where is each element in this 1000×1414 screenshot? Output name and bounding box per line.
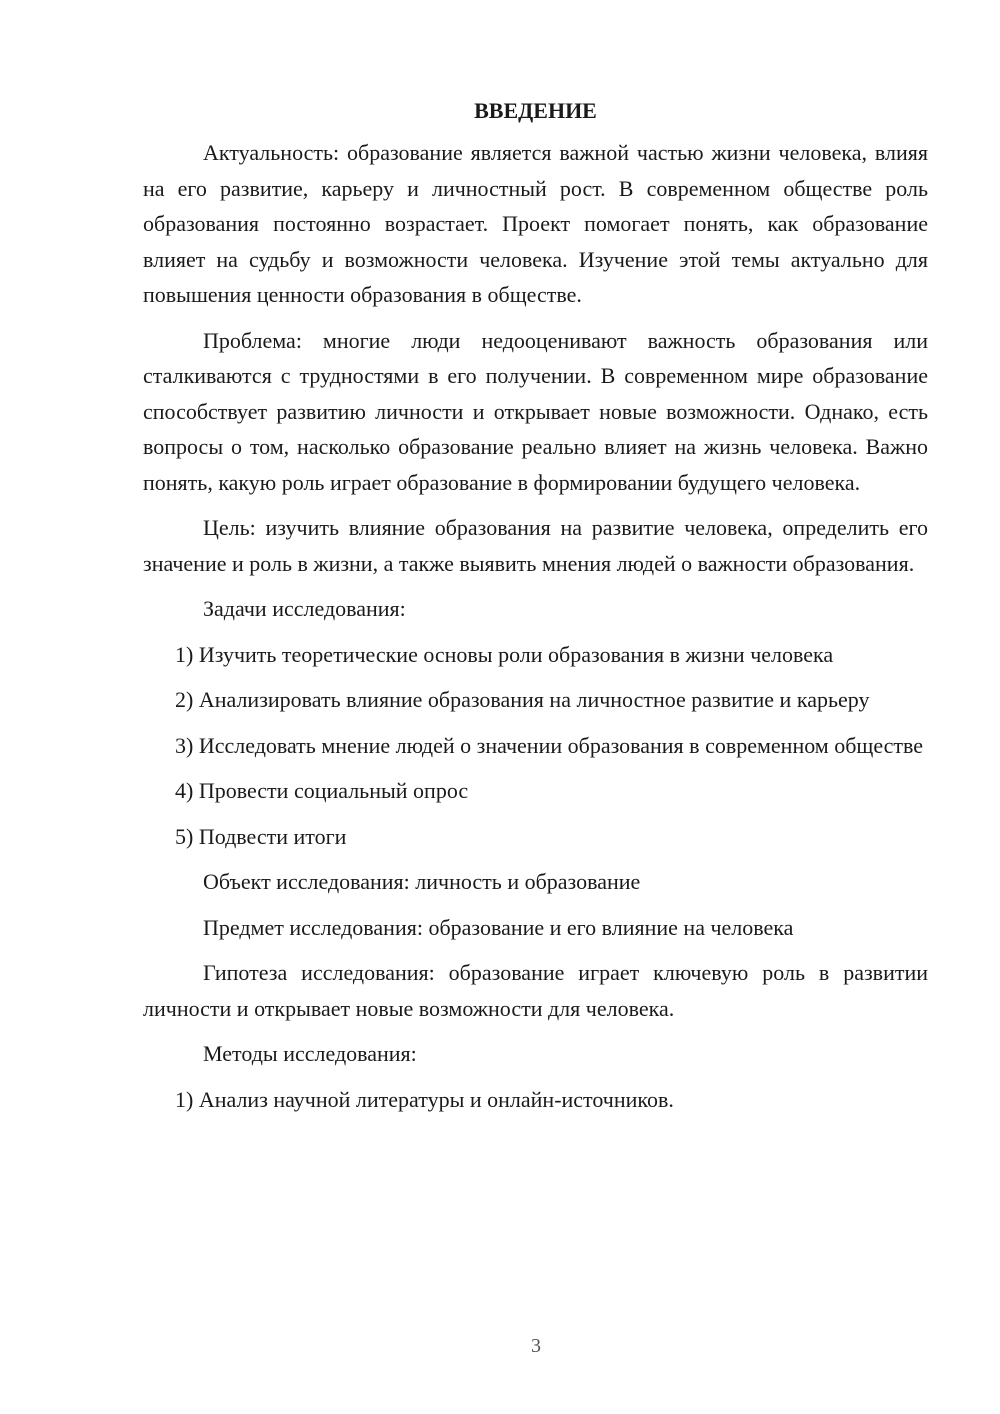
research-subject: Предмет исследования: образование и его влияние на человека [203,914,794,940]
tasks-heading: Задачи исследования: [203,596,406,621]
task-item-2: 2) Анализировать влияние образования на личностное развитие и карьеру [175,687,870,712]
research-object: Объект исследования: личность и образование [203,869,641,894]
relevance-paragraph: Актуальность: образование является важной частью жизни человека, влияя на его развитие, карьеру и личностный рост. В современном обществе роль образования постоянно возрастает. Проект помогает понять, как образование влияет на судьбу и возможности человека. Изучение этой темы актуально для повышения ценности образования в обществе. [143,140,928,307]
section-title: ВВЕДЕНИЕ [474,98,597,123]
page-number: 3 [531,1335,541,1357]
document-page [143,95,928,1127]
research-hypothesis: Гипотеза исследования: образование играет ключевую роль в развитии личности и открывает новые возможности для человека. [143,960,928,1021]
task-item-3: 3) Исследовать мнение людей о значении образования в современном обществе [175,732,924,758]
goal-paragraph: Цель: изучить влияние образования на развитие человека, определить его значение и роль в жизни, а также выявить мнения людей о важности образования. [143,515,928,576]
problem-paragraph: Проблема: многие люди недооценивают важность образования или сталкиваются с трудностями в его получении. В современном мире образование способствует развитию личности и открывает новые возможности. Однако, есть вопросы о том, насколько образование реально влияет на жизнь человека. Важно понять, какую роль играет образование в формировании будущего человека. [143,327,928,495]
task-item-5: 5) Подвести итоги [175,823,347,849]
method-item-1: 1) Анализ научной литературы и онлайн-источников. [175,1086,674,1112]
methods-heading: Методы исследования: [203,1041,417,1066]
task-item-1: 1) Изучить теоретические основы роли образования в жизни человека [175,641,834,667]
task-item-4: 4) Провести социальный опрос [175,778,469,803]
